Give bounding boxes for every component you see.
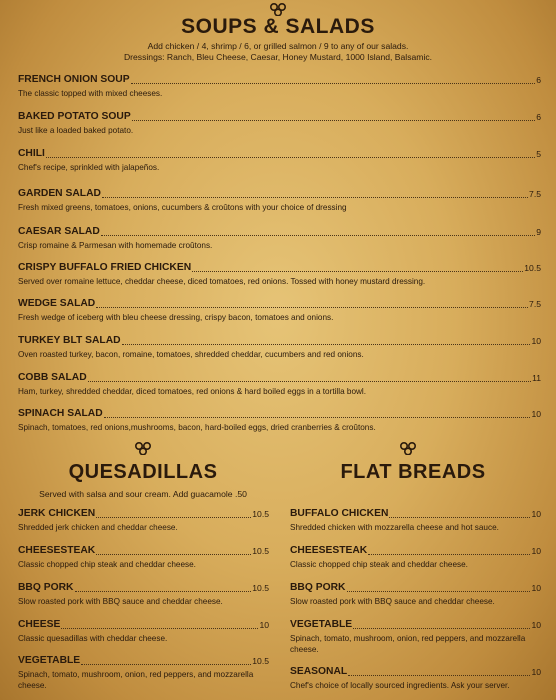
menu-item <box>18 508 269 534</box>
item-name: VEGETABLE <box>18 655 81 666</box>
dot-leader <box>132 120 536 121</box>
menu-item <box>18 545 269 571</box>
dot-leader <box>101 235 535 236</box>
dot-leader <box>88 381 531 382</box>
dot-leader <box>96 307 528 308</box>
dot-leader <box>61 628 258 629</box>
item-name: CRISPY BUFFALO FRIED CHICKEN <box>18 262 192 273</box>
menu-item <box>18 74 541 100</box>
menu-item <box>18 372 541 398</box>
dot-leader <box>96 517 251 518</box>
menu-item <box>290 508 541 534</box>
item-price: 10 <box>531 667 541 677</box>
dot-leader <box>131 83 536 84</box>
triskele-icon <box>133 441 153 455</box>
menu-item <box>18 188 541 214</box>
dot-leader <box>102 197 528 198</box>
item-name: TURKEY BLT SALAD <box>18 335 121 346</box>
item-name: SEASONAL <box>290 666 348 677</box>
item-description: Spinach, tomato, mushroom, onion, red peppers, and mozzarella cheese. <box>290 634 526 654</box>
menu-item <box>18 335 541 361</box>
soups-salads-title: SOUPS & SALADS <box>181 15 375 38</box>
menu-item <box>290 582 541 608</box>
dot-leader <box>368 554 530 555</box>
dot-leader <box>81 664 251 665</box>
item-description: Fresh wedge of iceberg with bleu cheese dressing, crispy bacon, tomatoes and onions. <box>18 313 334 322</box>
item-name: VEGETABLE <box>290 619 353 630</box>
item-price: 7.5 <box>529 299 541 309</box>
item-price: 10 <box>531 620 541 630</box>
dot-leader <box>192 271 523 272</box>
menu-item <box>18 111 541 137</box>
item-price: 10 <box>531 336 541 346</box>
item-description: The classic topped with mixed cheeses. <box>18 89 163 98</box>
menu-item <box>18 298 541 324</box>
menu-item <box>18 262 541 288</box>
dot-leader <box>348 675 530 676</box>
item-description: Spinach, tomatoes, red onions,mushrooms, bacon, hard-boiled eggs, dried cranberries & croûtons. <box>18 423 376 432</box>
item-price: 10 <box>531 583 541 593</box>
quesadillas-title: QUESADILLAS <box>68 461 218 483</box>
item-price: 10.5 <box>524 263 541 273</box>
dot-leader <box>347 591 531 592</box>
menu-item <box>18 408 541 434</box>
soups-dressings-note: Dressings: Ranch, Bleu Cheese, Caesar, Honey Mustard, 1000 Island, Balsamic. <box>123 52 433 62</box>
item-name: COBB SALAD <box>18 372 87 383</box>
item-price: 6 <box>536 75 541 85</box>
item-price: 10 <box>531 509 541 519</box>
item-description: Classic quesadillas with cheddar cheese. <box>18 634 168 643</box>
triskele-icon <box>268 2 288 16</box>
item-name: CHEESESTEAK <box>290 545 368 556</box>
item-description: Slow roasted pork with BBQ sauce and cheddar cheese. <box>18 597 223 606</box>
item-price: 10 <box>259 620 269 630</box>
menu-item <box>18 582 269 608</box>
dot-leader <box>389 517 530 518</box>
menu-item <box>18 655 269 691</box>
item-name: CHEESESTEAK <box>18 545 96 556</box>
item-name: FRENCH ONION SOUP <box>18 74 130 85</box>
item-name: BBQ PORK <box>290 582 346 593</box>
item-description: Chef's choice of locally sourced ingredients. Ask your server. <box>290 681 510 690</box>
dot-leader <box>75 591 252 592</box>
item-price: 10.5 <box>252 583 269 593</box>
item-price: 10.5 <box>252 546 269 556</box>
item-description: Oven roasted turkey, bacon, romaine, tomatoes, shredded cheddar, cucumbers and red onions. <box>18 350 364 359</box>
item-description: Fresh mixed greens, tomatoes, onions, cucumbers & croûtons with your choice of dressing <box>18 203 347 212</box>
dot-leader <box>96 554 251 555</box>
dot-leader <box>122 344 531 345</box>
item-name: CHILI <box>18 148 45 159</box>
item-description: Served over romaine lettuce, cheddar cheese, diced tomatoes, red onions. Tossed with honey mustard dressing. <box>18 277 426 286</box>
item-name: GARDEN SALAD <box>18 188 101 199</box>
menu-item <box>18 148 541 174</box>
item-description: Shredded jerk chicken and cheddar cheese. <box>18 523 178 532</box>
item-description: Chef's recipe, sprinkled with jalapeños. <box>18 163 160 172</box>
item-name: JERK CHICKEN <box>18 508 96 519</box>
dot-leader <box>353 628 530 629</box>
menu-item <box>290 545 541 571</box>
item-price: 6 <box>536 112 541 122</box>
soups-addon-note: Add chicken / 4, shrimp / 6, or grilled salmon / 9 to any of our salads. <box>147 41 409 51</box>
triskele-icon <box>398 441 418 455</box>
item-price: 11 <box>532 373 541 383</box>
item-price: 10 <box>531 546 541 556</box>
flat-breads-title: FLAT BREADS <box>340 461 486 483</box>
item-description: Shredded chicken with mozzarella cheese and hot sauce. <box>290 523 499 532</box>
item-price: 10.5 <box>252 656 269 666</box>
item-price: 7.5 <box>529 189 541 199</box>
item-description: Slow roasted pork with BBQ sauce and cheddar cheese. <box>290 597 495 606</box>
item-name: BUFFALO CHICKEN <box>290 508 389 519</box>
item-description: Ham, turkey, shredded cheddar, diced tomatoes, red onions & hard boiled eggs in a tortilla bowl. <box>18 387 367 396</box>
item-price: 10.5 <box>252 509 269 519</box>
item-description: Classic chopped chip steak and cheddar cheese. <box>18 560 196 569</box>
item-name: CAESAR SALAD <box>18 226 100 237</box>
item-name: BBQ PORK <box>18 582 74 593</box>
item-description: Just like a loaded baked potato. <box>18 126 134 135</box>
menu-item <box>18 226 541 252</box>
quesadillas-note: Served with salsa and sour cream. Add guacamole .50 <box>39 489 247 499</box>
item-price: 9 <box>536 227 541 237</box>
item-description: Classic chopped chip steak and cheddar cheese. <box>290 560 468 569</box>
item-name: CHEESE <box>18 619 61 630</box>
menu-item <box>290 619 541 655</box>
item-price: 10 <box>531 409 541 419</box>
menu-item <box>290 666 541 692</box>
item-name: SPINACH SALAD <box>18 408 103 419</box>
item-name: BAKED POTATO SOUP <box>18 111 131 122</box>
item-description: Crisp romaine & Parmesan with homemade croûtons. <box>18 241 213 250</box>
menu-item <box>18 619 269 645</box>
dot-leader <box>104 417 531 418</box>
dot-leader <box>46 157 535 158</box>
item-name: WEDGE SALAD <box>18 298 96 309</box>
item-description: Spinach, tomato, mushroom, onion, red peppers, and mozzarella cheese. <box>18 670 254 690</box>
item-price: 5 <box>536 149 541 159</box>
